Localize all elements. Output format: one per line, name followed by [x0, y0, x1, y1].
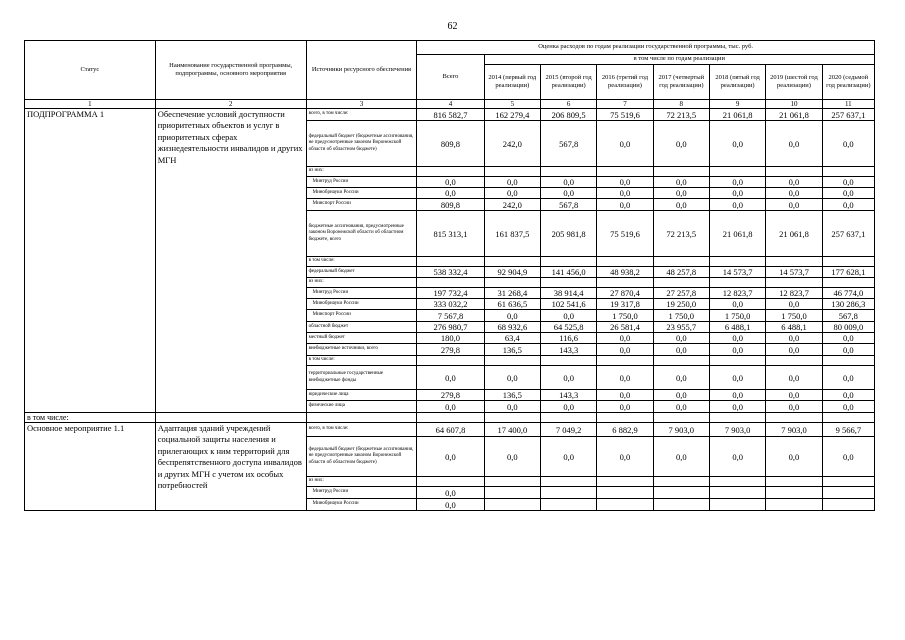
year-value: 75 519,6 — [597, 211, 653, 257]
year-value — [653, 167, 709, 177]
year-value — [653, 257, 709, 267]
header-year-2018: 2018 (пятый год реализации) — [709, 65, 765, 100]
funding-source: Минспорт России — [306, 310, 417, 322]
year-value — [484, 477, 540, 487]
total-value — [417, 278, 484, 288]
year-value: 136,5 — [484, 390, 540, 401]
total-value: 64 607,8 — [417, 423, 484, 437]
year-value — [653, 477, 709, 487]
year-value — [540, 499, 596, 511]
year-value: 7 903,0 — [653, 423, 709, 437]
empty-cell — [766, 413, 822, 423]
year-value — [709, 499, 765, 511]
year-value — [484, 167, 540, 177]
year-value: 72 213,5 — [653, 109, 709, 121]
year-value — [540, 356, 596, 366]
year-value — [597, 257, 653, 267]
year-value: 0,0 — [766, 333, 822, 344]
year-value: 19 317,8 — [597, 299, 653, 310]
year-value: 0,0 — [822, 188, 874, 199]
year-value: 0,0 — [822, 121, 874, 167]
year-value: 0,0 — [540, 366, 596, 390]
year-value: 0,0 — [484, 366, 540, 390]
year-value: 161 837,5 — [484, 211, 540, 257]
year-value: 0,0 — [597, 437, 653, 477]
year-value: 0,0 — [597, 401, 653, 413]
year-value: 242,0 — [484, 199, 540, 211]
year-value — [597, 167, 653, 177]
year-value: 7 903,0 — [766, 423, 822, 437]
empty-cell — [417, 413, 484, 423]
year-value: 143,3 — [540, 344, 596, 356]
funding-source: из них: — [306, 167, 417, 177]
year-value — [597, 499, 653, 511]
year-value — [766, 487, 822, 499]
year-value: 242,0 — [484, 121, 540, 167]
funding-source: из них: — [306, 278, 417, 288]
funding-source: Минобрнауки России — [306, 499, 417, 511]
year-value: 0,0 — [653, 333, 709, 344]
funding-source: бюджетные ассигнования, предусмотренные законом Воронежской области об областном бюджете, всего — [306, 211, 417, 257]
year-value: 0,0 — [766, 121, 822, 167]
total-value: 538 332,4 — [417, 267, 484, 278]
year-value: 0,0 — [597, 199, 653, 211]
funding-source: территориальные государственные внебюджетные фонды — [306, 366, 417, 390]
year-value: 12 823,7 — [709, 288, 765, 299]
funding-source: федеральный бюджет (бюджетные ассигнования, не предусмотренные законом Воронежской области об областном бюджете) — [306, 121, 417, 167]
year-value — [766, 278, 822, 288]
column-number: 5 — [484, 100, 540, 109]
total-value: 816 582,7 — [417, 109, 484, 121]
column-number: 3 — [306, 100, 417, 109]
year-value: 27 870,4 — [597, 288, 653, 299]
funding-source: в том числе: — [306, 257, 417, 267]
year-value: 0,0 — [653, 437, 709, 477]
year-value: 0,0 — [822, 333, 874, 344]
year-value — [484, 499, 540, 511]
total-value: 276 980,7 — [417, 322, 484, 333]
column-number: 2 — [155, 100, 306, 109]
year-value: 14 573,7 — [709, 267, 765, 278]
year-value: 0,0 — [653, 344, 709, 356]
total-value: 0,0 — [417, 499, 484, 511]
year-value: 162 279,4 — [484, 109, 540, 121]
column-number: 7 — [597, 100, 653, 109]
total-value: 333 032,2 — [417, 299, 484, 310]
year-value — [822, 499, 874, 511]
table-row — [25, 109, 875, 121]
year-value: 0,0 — [653, 401, 709, 413]
funding-source: в том числе: — [306, 356, 417, 366]
empty-cell — [484, 413, 540, 423]
total-value: 809,8 — [417, 199, 484, 211]
year-value: 72 213,5 — [653, 211, 709, 257]
year-value: 1 750,0 — [709, 310, 765, 322]
empty-cell — [653, 413, 709, 423]
including-row — [25, 413, 875, 423]
total-value: 815 313,1 — [417, 211, 484, 257]
funding-source: Минтруд России — [306, 487, 417, 499]
year-value: 0,0 — [484, 401, 540, 413]
year-value: 0,0 — [709, 366, 765, 390]
measure-status: Основное мероприятие 1.1 — [25, 423, 156, 511]
empty-cell — [822, 413, 874, 423]
year-value: 0,0 — [653, 188, 709, 199]
header-status: Статус — [25, 41, 156, 100]
year-value — [709, 257, 765, 267]
measure-name: Адаптация зданий учреждений социальной защиты населения и прилегающих к ним территорий для беспрепятственного доступа инвалидов и других МГН с учетом их особых потребностей — [155, 423, 306, 511]
year-value: 48 257,8 — [653, 267, 709, 278]
year-value: 92 904,9 — [484, 267, 540, 278]
year-value: 38 914,4 — [540, 288, 596, 299]
year-value: 1 750,0 — [653, 310, 709, 322]
total-value: 0,0 — [417, 188, 484, 199]
year-value: 31 268,4 — [484, 288, 540, 299]
empty-cell — [709, 413, 765, 423]
year-value — [484, 356, 540, 366]
year-value: 0,0 — [540, 188, 596, 199]
year-value — [597, 477, 653, 487]
year-value: 102 541,6 — [540, 299, 596, 310]
year-value — [709, 278, 765, 288]
column-number: 4 — [417, 100, 484, 109]
year-value — [653, 278, 709, 288]
header-year-2019: 2019 (шестой год реализации) — [766, 65, 822, 100]
total-value: 0,0 — [417, 401, 484, 413]
total-value: 197 732,4 — [417, 288, 484, 299]
column-number: 8 — [653, 100, 709, 109]
year-value: 21 061,8 — [766, 211, 822, 257]
year-value — [540, 477, 596, 487]
year-value — [597, 356, 653, 366]
empty-cell — [540, 413, 596, 423]
year-value: 257 637,1 — [822, 211, 874, 257]
year-value: 14 573,7 — [766, 267, 822, 278]
funding-source: федеральный бюджет — [306, 267, 417, 278]
year-value: 7 049,2 — [540, 423, 596, 437]
year-value: 136,5 — [484, 344, 540, 356]
year-value: 0,0 — [709, 177, 765, 188]
header-name: Наименование государственной программы, подпрограммы, основного мероприятия — [155, 41, 306, 100]
year-value: 0,0 — [597, 390, 653, 401]
total-value: 0,0 — [417, 366, 484, 390]
year-value: 0,0 — [822, 177, 874, 188]
total-value: 0,0 — [417, 177, 484, 188]
table-row — [25, 423, 875, 437]
year-value — [822, 278, 874, 288]
year-value: 0,0 — [766, 437, 822, 477]
funding-source: всего, в том числе: — [306, 109, 417, 121]
column-number: 6 — [540, 100, 596, 109]
column-number: 11 — [822, 100, 874, 109]
year-value: 0,0 — [653, 366, 709, 390]
year-value: 0,0 — [709, 199, 765, 211]
year-value: 0,0 — [540, 310, 596, 322]
including-label: в том числе: — [25, 413, 156, 423]
year-value: 130 286,3 — [822, 299, 874, 310]
year-value: 26 581,4 — [597, 322, 653, 333]
year-value — [484, 278, 540, 288]
year-value: 0,0 — [822, 366, 874, 390]
year-value: 21 061,8 — [709, 109, 765, 121]
total-value — [417, 257, 484, 267]
year-value: 143,3 — [540, 390, 596, 401]
year-value: 0,0 — [597, 333, 653, 344]
total-value: 0,0 — [417, 437, 484, 477]
year-value: 0,0 — [822, 390, 874, 401]
funding-source: федеральный бюджет (бюджетные ассигнования, не предусмотренные законом Воронежской области об областном бюджете) — [306, 437, 417, 477]
year-value — [709, 167, 765, 177]
year-value: 68 932,6 — [484, 322, 540, 333]
page-number: 62 — [447, 21, 458, 32]
year-value — [766, 356, 822, 366]
year-value: 6 488,1 — [709, 322, 765, 333]
funding-source: областной бюджет — [306, 322, 417, 333]
year-value: 0,0 — [597, 177, 653, 188]
year-value — [766, 477, 822, 487]
funding-source: Минспорт России — [306, 199, 417, 211]
header-year-2015: 2015 (второй год реализации) — [540, 65, 596, 100]
header-year-2017: 2017 (четвертый год реализации) — [653, 65, 709, 100]
subprogram-status: ПОДПРОГРАММА 1 — [25, 109, 156, 413]
year-value: 23 955,7 — [653, 322, 709, 333]
year-value: 0,0 — [766, 390, 822, 401]
year-value: 0,0 — [822, 437, 874, 477]
year-value: 0,0 — [540, 401, 596, 413]
year-value: 1 750,0 — [597, 310, 653, 322]
year-value — [653, 487, 709, 499]
year-value: 0,0 — [709, 390, 765, 401]
year-value: 116,6 — [540, 333, 596, 344]
year-value: 0,0 — [709, 121, 765, 167]
year-value — [540, 257, 596, 267]
year-value — [653, 356, 709, 366]
funding-source: из них: — [306, 477, 417, 487]
year-value — [766, 167, 822, 177]
total-value: 809,8 — [417, 121, 484, 167]
year-value: 21 061,8 — [709, 211, 765, 257]
year-value: 0,0 — [653, 390, 709, 401]
year-value: 7 903,0 — [709, 423, 765, 437]
year-value: 0,0 — [709, 344, 765, 356]
header-total: Всего — [417, 55, 484, 100]
year-value: 0,0 — [540, 177, 596, 188]
funding-source: Минтруд России — [306, 288, 417, 299]
empty-cell — [306, 413, 417, 423]
funding-source: Минобрнауки России — [306, 299, 417, 310]
year-value: 0,0 — [540, 437, 596, 477]
year-value — [822, 487, 874, 499]
year-value — [822, 167, 874, 177]
year-value: 61 636,5 — [484, 299, 540, 310]
year-value: 0,0 — [709, 333, 765, 344]
total-value: 7 567,8 — [417, 310, 484, 322]
funding-source: Минобрнауки России — [306, 188, 417, 199]
empty-cell — [597, 413, 653, 423]
column-number: 10 — [766, 100, 822, 109]
year-value: 0,0 — [766, 188, 822, 199]
year-value — [597, 278, 653, 288]
year-value: 0,0 — [822, 344, 874, 356]
funding-source: юридические лица — [306, 390, 417, 401]
year-value — [822, 257, 874, 267]
year-value: 141 456,0 — [540, 267, 596, 278]
year-value: 257 637,1 — [822, 109, 874, 121]
year-value: 48 938,2 — [597, 267, 653, 278]
year-value: 567,8 — [540, 121, 596, 167]
year-value: 205 981,8 — [540, 211, 596, 257]
funding-source: Минтруд России — [306, 177, 417, 188]
year-value — [709, 477, 765, 487]
year-value: 80 009,0 — [822, 322, 874, 333]
header-year-2020: 2020 (седьмой год реализации) — [822, 65, 874, 100]
year-value: 0,0 — [597, 121, 653, 167]
total-value: 180,0 — [417, 333, 484, 344]
year-value: 0,0 — [597, 366, 653, 390]
year-value: 206 809,5 — [540, 109, 596, 121]
year-value: 63,4 — [484, 333, 540, 344]
year-value — [597, 487, 653, 499]
year-value: 0,0 — [653, 121, 709, 167]
year-value: 0,0 — [822, 401, 874, 413]
year-value: 6 488,1 — [766, 322, 822, 333]
year-value: 19 250,0 — [653, 299, 709, 310]
total-value — [417, 356, 484, 366]
year-value: 0,0 — [709, 188, 765, 199]
column-number: 1 — [25, 100, 156, 109]
year-value — [540, 278, 596, 288]
funding-source: местный бюджет — [306, 333, 417, 344]
year-value: 0,0 — [484, 310, 540, 322]
year-value: 0,0 — [766, 344, 822, 356]
year-value: 567,8 — [822, 310, 874, 322]
year-value — [709, 356, 765, 366]
year-value — [822, 356, 874, 366]
year-value: 0,0 — [484, 177, 540, 188]
total-value — [417, 167, 484, 177]
year-value: 0,0 — [597, 188, 653, 199]
header-including-years: в том числе по годам реализации — [484, 55, 874, 65]
subprogram-name: Обеспечение условий доступности приоритетных объектов и услуг в приоритетных сферах жизнедеятельности инвалидов и других МГН — [155, 109, 306, 413]
year-value: 64 525,8 — [540, 322, 596, 333]
year-value: 0,0 — [653, 177, 709, 188]
year-value: 177 628,1 — [822, 267, 874, 278]
year-value: 0,0 — [597, 344, 653, 356]
year-value: 0,0 — [484, 188, 540, 199]
total-value: 0,0 — [417, 487, 484, 499]
year-value — [766, 257, 822, 267]
funding-source: физические лица — [306, 401, 417, 413]
header-sources: Источники ресурсного обеспечения — [306, 41, 417, 100]
year-value: 9 566,7 — [822, 423, 874, 437]
year-value: 21 061,8 — [766, 109, 822, 121]
year-value: 75 519,6 — [597, 109, 653, 121]
year-value — [484, 257, 540, 267]
header-year-2016: 2016 (третий год реализации) — [597, 65, 653, 100]
year-value: 0,0 — [766, 177, 822, 188]
year-value — [540, 167, 596, 177]
budget-table — [24, 40, 875, 511]
funding-source: внебюджетные источники, всего — [306, 344, 417, 356]
year-value: 0,0 — [822, 199, 874, 211]
year-value — [822, 477, 874, 487]
year-value: 567,8 — [540, 199, 596, 211]
year-value: 0,0 — [709, 299, 765, 310]
header-year-2014: 2014 (первый год реализации) — [484, 65, 540, 100]
year-value: 46 774,0 — [822, 288, 874, 299]
year-value: 0,0 — [766, 199, 822, 211]
year-value — [709, 487, 765, 499]
year-value: 0,0 — [766, 401, 822, 413]
year-value: 17 400,0 — [484, 423, 540, 437]
year-value: 0,0 — [709, 401, 765, 413]
total-value: 279,8 — [417, 344, 484, 356]
year-value: 12 823,7 — [766, 288, 822, 299]
year-value: 0,0 — [653, 199, 709, 211]
year-value: 0,0 — [766, 299, 822, 310]
year-value: 0,0 — [709, 437, 765, 477]
year-value: 27 257,8 — [653, 288, 709, 299]
year-value — [484, 487, 540, 499]
year-value: 0,0 — [766, 366, 822, 390]
year-value: 6 882,9 — [597, 423, 653, 437]
total-value: 279,8 — [417, 390, 484, 401]
year-value: 0,0 — [484, 437, 540, 477]
funding-source: всего, в том числе: — [306, 423, 417, 437]
year-value — [653, 499, 709, 511]
empty-cell — [155, 413, 306, 423]
header-estimate: Оценка расходов по годам реализации государственной программы, тыс. руб. — [417, 41, 875, 55]
column-number: 9 — [709, 100, 765, 109]
year-value: 1 750,0 — [766, 310, 822, 322]
year-value — [540, 487, 596, 499]
year-value — [766, 499, 822, 511]
total-value — [417, 477, 484, 487]
